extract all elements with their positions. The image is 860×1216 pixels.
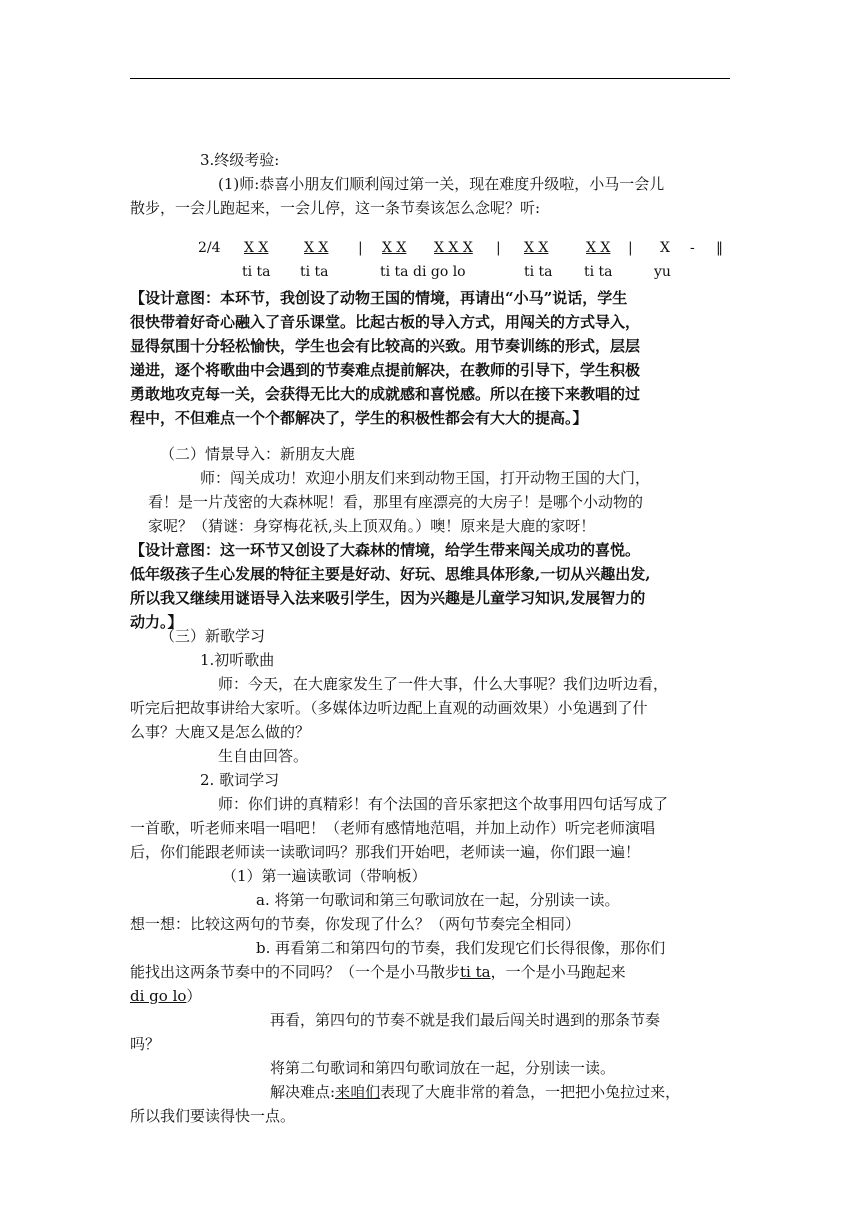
- design-intent-line: 低年级孩子生心发展的特征主要是好动、好玩、思维具体形象,一切从兴趣出发,: [130, 565, 651, 583]
- text-run: ）: [186, 987, 202, 1005]
- bar-line: |: [628, 240, 633, 256]
- bar-line: |: [358, 240, 363, 256]
- design-intent-line: 显得氛围十分轻松愉快，学生也会有比较高的兴致。用节奏训练的形式，层层: [130, 337, 641, 355]
- rhythm-syllable: ti ta: [524, 264, 553, 280]
- underlined-syllables: ti ta: [460, 963, 491, 981]
- subsection-heading: 1.初听歌曲: [200, 651, 275, 669]
- design-intent-line: 【设计意图：这一环节又创设了大森林的情境，给学生带来闯关成功的喜悦。: [130, 541, 641, 559]
- rhythm-syllable: yu: [654, 264, 671, 280]
- header-rule: [130, 78, 730, 79]
- rhythm-notation: [198, 238, 738, 284]
- paragraph-line: 再看，第四句的节奏不就是我们最后闯关时遇到的那条节奏: [270, 1011, 661, 1029]
- text-run: 表现了大鹿非常的着急，一把把小兔拉过来，: [380, 1083, 681, 1101]
- rhythm-note: X X: [244, 240, 269, 256]
- subsection-heading: 2. 歌词学习: [200, 771, 280, 789]
- paragraph-line: 所以我们要读得快一点。: [130, 1107, 296, 1125]
- paragraph-line: 师：闯关成功！欢迎小朋友们来到动物王国，打开动物王国的大门，: [200, 469, 651, 487]
- rhythm-note: X X: [382, 240, 407, 256]
- paragraph-line: 师：你们讲的真精彩！有个法国的音乐家把这个故事用四句话写成了: [218, 795, 669, 813]
- rhythm-syllable: ti ta: [242, 264, 271, 280]
- underlined-syllables: di go lo: [130, 987, 187, 1005]
- section-heading: 3.终级考验:: [200, 151, 280, 169]
- rhythm-note: X X: [524, 240, 549, 256]
- paragraph-line: b. 再看第二和第四句的节奏，我们发现它们长得很像，那你们: [256, 939, 666, 957]
- rhythm-syllable: ti ta di go lo: [380, 264, 466, 280]
- underlined-lyric: 来咱们: [335, 1083, 381, 1101]
- paragraph-line: 一首歌，听老师来唱一唱吧！（老师有感情地范唱，并加上动作）听完老师演唱: [130, 819, 656, 837]
- design-intent-line: 所以我又继续用谜语导入法来吸引学生，因为兴趣是儿童学习知识,发展智力的: [130, 589, 646, 607]
- paragraph-line: [130, 962, 626, 982]
- end-bar-line: ‖: [716, 240, 723, 256]
- rhythm-note: X X X: [434, 240, 473, 256]
- rhythm-note: X: [660, 240, 670, 256]
- rhythm-syllable: ti ta: [584, 264, 613, 280]
- paragraph-line: 家呢？（猜谜：身穿梅花袄,头上顶双角。）噢！原来是大鹿的家呀！: [148, 517, 596, 535]
- paragraph-line: 将第二句歌词和第四句歌词放在一起，分别读一读。: [270, 1059, 616, 1077]
- design-intent-line: 动力。】: [130, 613, 183, 631]
- paragraph-line: a. 将第一句歌词和第三句歌词放在一起，分别读一读。: [256, 891, 620, 909]
- paragraph-line: 后，你们能跟老师读一读歌词吗？那我们开始吧，老师读一遍，你们跟一遍！: [130, 843, 641, 861]
- paragraph-line: 师：今天，在大鹿家发生了一件大事，什么大事呢？我们边听边看，: [218, 675, 669, 693]
- paragraph-line: 么事？大鹿又是怎么做的？: [130, 723, 311, 741]
- subsection-heading: （1）第一遍读歌词（带响板）: [222, 867, 427, 885]
- text-run: ，一个是小马跑起来: [490, 963, 626, 981]
- design-intent-line: 勇敢地攻克每一关，会获得无比大的成就感和喜悦感。所以在接下来教唱的过: [130, 385, 641, 403]
- design-intent-line: 很快带着好奇心融入了音乐课堂。比起古板的导入方式，用闯关的方式导入，: [130, 313, 641, 331]
- text-run: 解决难点:: [270, 1083, 336, 1101]
- section-heading: （二）情景导入：新朋友大鹿: [160, 445, 356, 463]
- design-intent-line: 递进，逐个将歌曲中会遇到的节奏难点提前解决，在教师的引导下，学生积极: [130, 361, 641, 379]
- design-intent-line: 程中，不但难点一个个都解决了，学生的积极性都会有大大的提高。】: [130, 409, 588, 427]
- paragraph-line: 吗？: [130, 1035, 161, 1053]
- paragraph-line: [130, 986, 201, 1006]
- text-run: 能找出这两条节奏中的不同吗？（一个是小马散步: [130, 963, 461, 981]
- rhythm-dash: -: [690, 240, 695, 256]
- paragraph-line: (1)师:恭喜小朋友们顺利闯过第一关，现在难度升级啦，小马一会儿: [218, 175, 665, 193]
- time-signature: 2/4: [198, 240, 221, 256]
- design-intent-line: 【设计意图：本环节，我创设了动物王国的情境，再请出“小马”说话，学生: [130, 289, 628, 307]
- rhythm-note: X X: [586, 240, 611, 256]
- paragraph-line: 想一想：比较这两句的节奏，你发现了什么？（两句节奏完全相同）: [130, 915, 581, 933]
- paragraph-line: 看！是一片茂密的大森林呢！看，那里有座漂亮的大房子！是哪个小动物的: [148, 493, 644, 511]
- paragraph-line: [270, 1082, 680, 1102]
- section-heading: （三）新歌学习: [160, 627, 266, 645]
- paragraph-line: 听完后把故事讲给大家听。（多媒体边听边配上直观的动画效果）小兔遇到了什: [130, 699, 648, 717]
- paragraph-line: 散步，一会儿跑起来，一会儿停，这一条节奏该怎么念呢？听:: [130, 199, 541, 217]
- paragraph-line: 生自由回答。: [218, 747, 309, 765]
- bar-line: |: [496, 240, 501, 256]
- rhythm-syllable: ti ta: [300, 264, 329, 280]
- rhythm-note: X X: [304, 240, 329, 256]
